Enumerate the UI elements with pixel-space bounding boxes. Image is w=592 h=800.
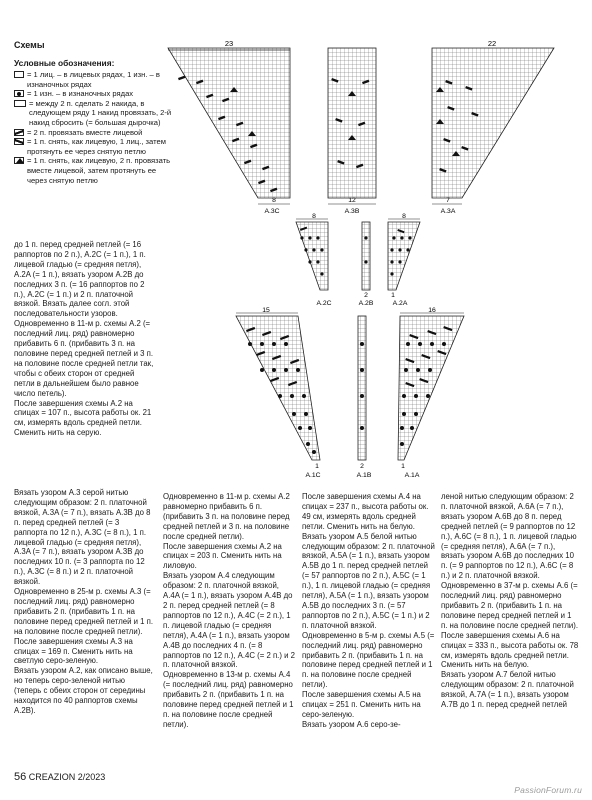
- a1a-label: A.1A: [404, 472, 420, 479]
- a2a-count: 8: [402, 213, 406, 220]
- a1c-count: 15: [262, 307, 270, 314]
- chart-a3-mid: [328, 48, 376, 198]
- text-column-3: [302, 492, 436, 730]
- paragraph: После завершения схемы A.2 на спицах = 203 п. Сменить нить на лиловую.: [163, 541, 282, 571]
- legend-text: = 1 п. снять, как лицевую, 1 лиц., затем протянуть ее через снятую петлю: [27, 137, 166, 156]
- paragraph: леной нитью следующим образом: 2 п. платочной вязкой, A.6A (= 7 п.), вязать узором A.6B до 8 п. перед средней петлей (= 9 раппортов по 12 п.), A.6C (= 8 п.), 1 п. лицевой гладью (= средняя петля), A.6A (= 7 п.), вязать узором A.6B до последних 10 п. (= 9 раппортов по 12 п.), A.6C (= 8 п.) и 2 п. платочной вязкой.: [441, 492, 577, 581]
- chart-a2: [296, 213, 420, 307]
- a1a-number: 1: [401, 463, 405, 470]
- a2b-label: A.2B: [358, 300, 374, 307]
- paragraph: Одновременно в 37-м р. схемы A.6 (= последний лиц. ряд) равномерно прибавить 2 п. (прибавить 1 п. на половине перед средней петлей и 1 п. на половине после средней петли).: [441, 581, 579, 630]
- paragraph: Одновременно в 5-м р. схемы A.5 (= последний лиц. ряд) равномерно прибавить 2 п. (прибавить 1 п. на половине перед средней петлей и 1 п. на половине после средней петли).: [302, 630, 435, 690]
- text-column-2: [163, 492, 295, 730]
- chart-a1: [236, 307, 464, 479]
- legend-text: = между 2 п. сделать 2 накида, в следующем ряду 1 накид провязать, 2-й накид сбросить (= большая дырочка): [29, 98, 172, 127]
- page-number: 56: [14, 771, 27, 783]
- text-column-1-upper: [14, 240, 154, 438]
- paragraph: Вязать узором A.6 серо-зе-: [302, 719, 401, 729]
- paragraph: Вязать узором A.2, как описано выше, но теперь серо-зеленой нитью (теперь с обеих сторон от середины находится по 40 раппортов схемы A.2B).: [14, 666, 153, 715]
- paragraph: После завершения схемы A.3 на спицах = 169 п. Сменить нить на светлую серо-зеленую.: [14, 636, 133, 666]
- a3b-label: A.3B: [344, 208, 360, 215]
- a1b-number: 2: [360, 463, 364, 470]
- paragraph: Вязать узором A.5 белой нитью следующим образом: 2 п. платочной вязкой, A.5A (= 1 п.), вязать узором A.5B до 1 п. перед средней петлей (= 57 раппортов по 2 п.), A.5C (= 1 п.), 1 п. лицевой гладью (= средняя петля), A.5A (= 1 п.), вязать узором A.5B до последних 3 п. (= 57 раппортов по 2 п.), A.5C (= 1 п.) и 2 п. платочной вязкой.: [302, 531, 435, 630]
- a2b-number: 2: [364, 292, 368, 299]
- chart-a3-right-width-label: 22: [487, 39, 497, 48]
- chart-a3-right: [432, 39, 554, 198]
- watermark-logo: PassionForum.ru: [514, 785, 582, 795]
- text-column-4: [441, 492, 579, 710]
- paragraph: После завершения схемы A.2 на спицах = 107 п., высота работы ок. 21 см, измерять вдоль средней петли. Сменить нить на серую.: [14, 398, 152, 438]
- page-footer: [14, 771, 105, 783]
- a2a-number: 1: [391, 292, 395, 299]
- a2a-label: A.2A: [392, 300, 408, 307]
- paragraph: Вязать узором A.3 серой нитью следующим образом: 2 п. платочной вязкой, A.3A (= 7 п.), вязать A.3B до 8 п. перед средней петлей (= 3 раппорта по 12 п.), A.3C (= 8 п.), 1 п. лицевой гладью (= средняя петля), A.3A (= 7 п.), вязать узором A.3B до последних 10 п. (= 3 раппорта по 12 п.), A.3C (= 8 п.) и 2 п. платочной вязкой.: [14, 488, 151, 587]
- legend-text: = 1 лиц. – в лицевых рядах, 1 изн. – в изнаночных рядах: [27, 70, 160, 89]
- a3a-count: 7: [446, 197, 450, 204]
- a2c-label: A.2C: [316, 300, 332, 307]
- paragraph: Одновременно в 25-м р. схемы A.3 (= последний лиц. ряд) равномерно прибавить 2 п. (прибавить 1 п. на половине перед средней петлей и 1 п. на половине после средней петли).: [14, 587, 154, 636]
- legend-text: = 1 изн. – в изнаночных рядах: [27, 89, 134, 99]
- a1c-label: A.1C: [305, 472, 321, 479]
- page-heading: Схемы: [14, 40, 45, 50]
- a3c-label: A.3C: [264, 208, 280, 215]
- a1a-count: 16: [428, 307, 436, 314]
- chart-a3-left: [168, 39, 290, 198]
- legend-title: Условные обозначения:: [14, 58, 115, 68]
- chart-a3-width-label: 23: [224, 39, 234, 48]
- paragraph: После завершения схемы A.4 на спицах = 237 п., высота работы ок. 49 см, измерять вдоль средней петли. Сменить нить на белую.: [302, 492, 429, 531]
- legend-text: = 1 п. снять, как лицевую, 2 п. провязать вместе лицевой, затем протянуть ее через снятую петлю: [27, 156, 171, 185]
- a3c-count: 8: [272, 197, 276, 204]
- a1b-label: A.1B: [356, 472, 372, 479]
- text-column-1-lower: [14, 488, 154, 716]
- paragraph: Одновременно в 11-м р. схемы A.2 (= последний лиц. ряд) равномерно прибавить 6 п. (прибавить 3 п. на половине перед средней петлей и 3 п. на половине после средней петли так, чтобы с обеих сторон от средней петли в дальнейшем было равное число петель).: [14, 319, 154, 398]
- a3b-count: 12: [348, 197, 356, 204]
- paragraph: Одновременно в 11-м р. схемы A.2 равномерно прибавить 6 п. (прибавить 3 п. на половине перед средней петлей и 3 п. на половине после средней петли).: [163, 492, 290, 541]
- magazine-name: CREAZION 2/2023: [28, 772, 106, 782]
- paragraph: до 1 п. перед средней петлей (= 16 раппортов по 2 п.), A.2C (= 1 п.), 1 п. лицевой гладью (= средняя петля), A.2A (= 1 п.), вязать узором A.2B до последних 3 п. (= 16 раппортов по 2 п.), A.2C (= 1 п.) и 2 п. платочной вязкой. Вязать далее согл. этой последовательности узоров.: [14, 240, 146, 319]
- paragraph: Вязать узором A.7 белой нитью следующим образом: 2 п. платочной вязкой, A.7A (= 1 п.), вязать узором A.7B до 1 п. перед средней петлей: [441, 670, 574, 710]
- paragraph: После завершения схемы A.5 на спицах = 251 п. Сменить нить на серо-зеленую.: [302, 690, 421, 719]
- a2c-count: 8: [312, 213, 316, 220]
- paragraph: Вязать узором A.4 следующим образом: 2 п. платочной вязкой, A.4A (= 1 п.), вязать узором A.4B до 2 п. перед средней петлей (= 8 раппортов по 12 п.), A.4C (= 2 п.), 1 п. лицевой гладью (= средняя петля), A.4A (= 1 п.), вязать узором A.4B до последних 4 п. (= 8 раппортов по 12 п.), A.4C (= 2 п.) и 2 п. платочной вязкой.: [163, 571, 295, 670]
- paragraph: Одновременно в 13-м р. схемы A.4 (= последний лиц. ряд) равномерно прибавить 2 п. (прибавить 1 п. на половине перед средней петлей и 1 п. на половине после средней петли).: [163, 670, 294, 729]
- paragraph: После завершения схемы A.6 на спицах = 333 п., высота работы ок. 78 см, измерять вдоль средней петли. Сменить нить на белую.: [441, 630, 579, 670]
- legend-text: = 2 п. провязать вместе лицевой: [27, 127, 143, 137]
- a1c-number: 1: [315, 463, 319, 470]
- a3a-label: A.3A: [440, 208, 456, 215]
